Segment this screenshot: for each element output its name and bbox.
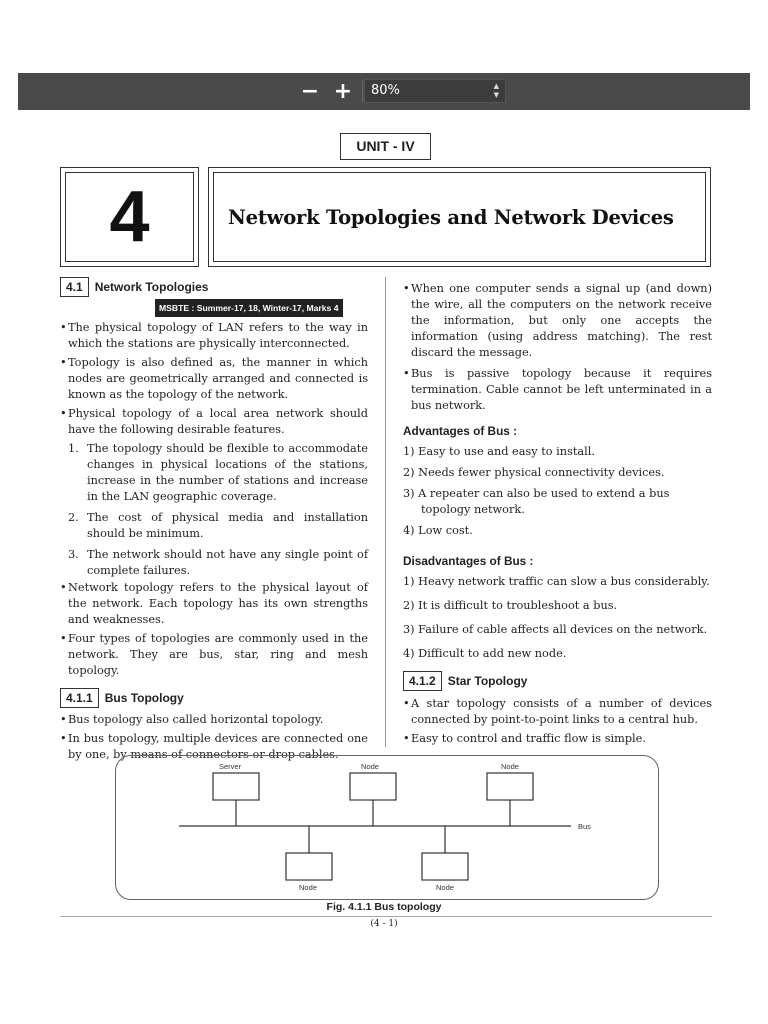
pdf-toolbar	[18, 73, 750, 110]
node-label: Node	[361, 762, 379, 771]
section-heading	[60, 688, 368, 708]
list-item: 3) Failure of cable affects all devices on the network.	[403, 623, 708, 636]
node-box	[350, 773, 396, 800]
list-item: • The physical topology of LAN refers to the way in which the stations are physically interconnected.	[60, 320, 368, 352]
section-title: Bus Topology	[104, 691, 184, 705]
footer-rule	[60, 916, 712, 917]
right-column	[403, 281, 712, 750]
list-item: • Easy to control and traffic flow is simple.	[403, 731, 712, 747]
section-heading	[60, 277, 368, 297]
list-item: • When one computer sends a signal up (and down) the wire, all the computers on the network receive the information, but only one accepts the information (using address matching). The rest discard the message.	[403, 281, 712, 361]
advantages-heading: Advantages of Bus :	[403, 424, 518, 438]
chapter-title: Network Topologies and Network Devices	[213, 172, 706, 262]
server-box	[213, 773, 259, 800]
list-item: 1) Heavy network traffic can slow a bus considerably.	[403, 575, 710, 588]
node-label: Node	[501, 762, 519, 771]
item-number: 3.	[68, 548, 79, 561]
node-box	[422, 853, 468, 880]
numbered-item	[68, 510, 368, 542]
unit-label: UNIT - IV	[340, 133, 431, 160]
toolbar-divider	[362, 81, 363, 102]
list-item: • Bus topology also called horizontal topology.	[60, 712, 368, 728]
zoom-value: 80%	[371, 83, 400, 98]
figure-caption: Fig. 4.1.1 Bus topology	[326, 901, 442, 913]
disadvantages-heading: Disadvantages of Bus :	[403, 554, 534, 568]
left-column	[60, 277, 368, 766]
list-item: • Topology is also defined as, the manner in which nodes are geometrically arranged and connected is known as the topology of the network.	[60, 355, 368, 403]
item-text: The network should not have any single point of complete failures.	[87, 548, 368, 577]
item-text: The cost of physical media and installation should be minimum.	[87, 511, 368, 540]
zoom-in-button[interactable]: +	[333, 79, 353, 104]
node-box	[487, 773, 533, 800]
section-number: 4.1	[60, 277, 89, 297]
section-number: 4.1.2	[403, 671, 442, 691]
node-label: Node	[299, 883, 317, 892]
chapter-number: 4	[65, 172, 194, 262]
node-label: Node	[436, 883, 454, 892]
zoom-select[interactable]	[364, 79, 506, 103]
list-item: 2) Needs fewer physical connectivity devices.	[403, 466, 665, 479]
bus-topology-diagram	[115, 755, 659, 900]
chapter-title-box	[208, 167, 711, 267]
chapter-number-box	[60, 167, 199, 267]
list-item: • Bus is passive topology because it requires termination. Cable cannot be left unterminated in a bus network.	[403, 366, 712, 414]
node-box	[286, 853, 332, 880]
item-number: 1.	[68, 442, 79, 455]
section-number: 4.1.1	[60, 688, 99, 708]
list-item: • Physical topology of a local area network should have the following desirable features.	[60, 406, 368, 438]
column-divider	[385, 277, 386, 747]
server-label: Server	[219, 762, 242, 771]
bus-label: Bus	[578, 822, 591, 831]
section-heading	[403, 671, 712, 691]
page-number: (4 - 1)	[370, 919, 398, 929]
list-item: • A star topology consists of a number of devices connected by point-to-point links to a central hub.	[403, 696, 712, 728]
list-item: 2) It is difficult to troubleshoot a bus.	[403, 599, 618, 612]
list-item: • In bus topology, multiple devices are connected one by one, by means of connectors or drop cables.	[60, 731, 368, 763]
item-number: 2.	[68, 511, 79, 524]
item-text: The topology should be flexible to accommodate changes in physical locations of the stations, increase in the number of stations and increase in the LAN geographic coverage.	[87, 442, 368, 503]
list-item: 4) Difficult to add new node.	[403, 647, 567, 660]
select-arrows-icon: ▲ ▼	[493, 82, 499, 99]
list-item: 3) A repeater can also be used to extend a bus topology network.	[403, 487, 670, 516]
list-item: 1) Easy to use and easy to install.	[403, 445, 595, 458]
list-item: 4) Low cost.	[403, 524, 473, 537]
zoom-out-button[interactable]: −	[300, 79, 320, 104]
list-item: • Network topology refers to the physical layout of the network. Each topology has its own strengths and weaknesses.	[60, 580, 368, 628]
list-item: • Four types of topologies are commonly used in the network. They are bus, star, ring and mesh topology.	[60, 631, 368, 679]
section-title: Network Topologies	[94, 280, 209, 294]
msbte-badge: MSBTE : Summer-17, 18, Winter-17, Marks 4	[155, 299, 343, 317]
numbered-item	[68, 441, 368, 505]
numbered-item	[68, 547, 368, 579]
section-title: Star Topology	[447, 674, 528, 688]
